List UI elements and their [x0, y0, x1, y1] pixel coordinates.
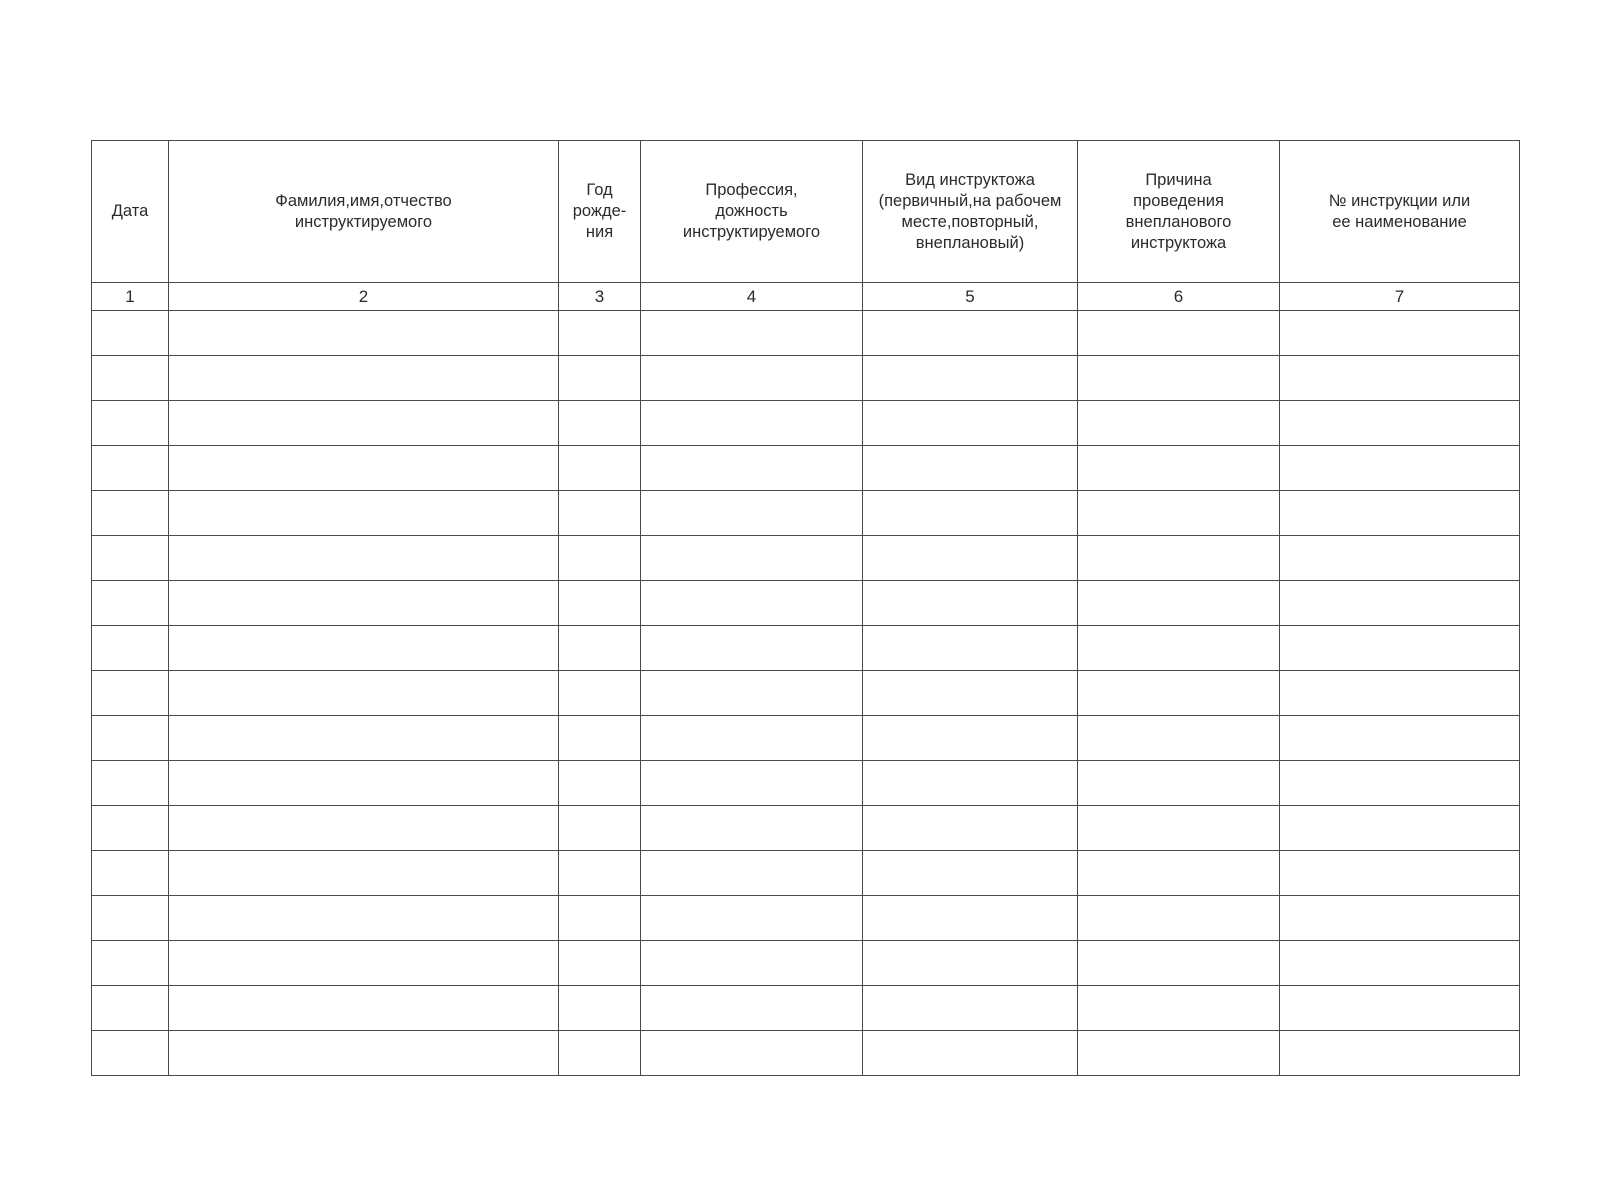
table-row — [92, 896, 1520, 941]
blank-cell — [641, 716, 863, 761]
header-profession: Профессия, дожность инструктируемого — [641, 141, 863, 283]
blank-cell — [92, 536, 169, 581]
blank-cell — [559, 941, 641, 986]
blank-cell — [559, 311, 641, 356]
blank-cell — [169, 311, 559, 356]
blank-cell — [863, 491, 1078, 536]
blank-cell — [1078, 851, 1280, 896]
blank-cell — [559, 491, 641, 536]
blank-cell — [1280, 356, 1520, 401]
blank-cell — [169, 446, 559, 491]
blank-cell — [92, 491, 169, 536]
blank-cell — [169, 716, 559, 761]
blank-cell — [92, 761, 169, 806]
blank-cell — [92, 851, 169, 896]
column-number: 6 — [1078, 283, 1280, 311]
table-row — [92, 671, 1520, 716]
table-row — [92, 401, 1520, 446]
column-number: 3 — [559, 283, 641, 311]
blank-cell — [559, 626, 641, 671]
header-row — [92, 141, 1520, 283]
blank-cell — [559, 761, 641, 806]
blank-cell — [169, 401, 559, 446]
blank-cell — [863, 356, 1078, 401]
blank-cell — [1078, 311, 1280, 356]
blank-cell — [559, 446, 641, 491]
blank-cell — [1078, 356, 1280, 401]
blank-cell — [1280, 851, 1520, 896]
blank-cell — [1078, 941, 1280, 986]
blank-cell — [169, 851, 559, 896]
blank-cell — [559, 716, 641, 761]
column-number: 7 — [1280, 283, 1520, 311]
table-row — [92, 626, 1520, 671]
blank-cell — [92, 401, 169, 446]
blank-cell — [641, 1031, 863, 1076]
blank-cell — [92, 716, 169, 761]
blank-cell — [641, 761, 863, 806]
blank-cell — [1078, 986, 1280, 1031]
blank-cell — [92, 806, 169, 851]
table-row — [92, 491, 1520, 536]
column-number: 5 — [863, 283, 1078, 311]
blank-cell — [559, 986, 641, 1031]
blank-cell — [1078, 446, 1280, 491]
blank-cell — [641, 356, 863, 401]
blank-cell — [863, 1031, 1078, 1076]
blank-cell — [92, 311, 169, 356]
blank-cell — [559, 851, 641, 896]
blank-cell — [559, 581, 641, 626]
table-row — [92, 581, 1520, 626]
blank-cell — [169, 806, 559, 851]
blank-cell — [92, 446, 169, 491]
blank-cell — [169, 896, 559, 941]
blank-cell — [641, 896, 863, 941]
table-row — [92, 986, 1520, 1031]
blank-cell — [559, 896, 641, 941]
blank-cell — [169, 626, 559, 671]
blank-cell — [92, 356, 169, 401]
blank-cell — [92, 941, 169, 986]
blank-cell — [641, 536, 863, 581]
blank-cell — [1280, 311, 1520, 356]
blank-cell — [92, 896, 169, 941]
blank-cell — [1078, 761, 1280, 806]
blank-cell — [559, 671, 641, 716]
column-number-row — [92, 283, 1520, 311]
blank-cell — [863, 806, 1078, 851]
blank-cell — [1280, 401, 1520, 446]
blank-cell — [169, 986, 559, 1031]
blank-cell — [1280, 626, 1520, 671]
table-row — [92, 356, 1520, 401]
blank-cell — [1078, 581, 1280, 626]
blank-cell — [641, 941, 863, 986]
blank-cell — [1280, 806, 1520, 851]
blank-cell — [641, 851, 863, 896]
blank-cell — [1280, 671, 1520, 716]
blank-cell — [1280, 1031, 1520, 1076]
table-row — [92, 806, 1520, 851]
header-date: Дата — [92, 141, 169, 283]
blank-cell — [863, 311, 1078, 356]
blank-cell — [169, 491, 559, 536]
table-row — [92, 761, 1520, 806]
blank-cell — [641, 401, 863, 446]
blank-cell — [1078, 626, 1280, 671]
blank-cell — [863, 851, 1078, 896]
blank-cell — [169, 671, 559, 716]
blank-cell — [1280, 446, 1520, 491]
blank-cell — [641, 626, 863, 671]
blank-cell — [169, 941, 559, 986]
blank-cell — [863, 986, 1078, 1031]
blank-cell — [92, 986, 169, 1031]
column-number: 4 — [641, 283, 863, 311]
table-row — [92, 536, 1520, 581]
table-row — [92, 1031, 1520, 1076]
table-row — [92, 716, 1520, 761]
blank-cell — [1078, 1031, 1280, 1076]
header-instruction-type: Вид инструктожа (первичный,на рабочем месте,повторный, внеплановый) — [863, 141, 1078, 283]
blank-cell — [641, 446, 863, 491]
blank-cell — [641, 311, 863, 356]
blank-cell — [1280, 761, 1520, 806]
blank-cell — [92, 1031, 169, 1076]
table-row — [92, 851, 1520, 896]
blank-cell — [92, 581, 169, 626]
column-number: 2 — [169, 283, 559, 311]
blank-cell — [863, 761, 1078, 806]
blank-cell — [1078, 671, 1280, 716]
blank-cell — [1280, 986, 1520, 1031]
blank-cell — [863, 536, 1078, 581]
blank-cell — [169, 1031, 559, 1076]
header-full-name: Фамилия,имя,отчество инструктируемого — [169, 141, 559, 283]
blank-cell — [92, 671, 169, 716]
header-birth-year: Год рожде- ния — [559, 141, 641, 283]
blank-cell — [863, 581, 1078, 626]
blank-cell — [169, 581, 559, 626]
blank-cell — [559, 356, 641, 401]
blank-cell — [863, 716, 1078, 761]
blank-cell — [1078, 491, 1280, 536]
blank-cell — [863, 671, 1078, 716]
blank-cell — [863, 401, 1078, 446]
header-instruction-number: № инструкции или ее наименование — [1280, 141, 1520, 283]
blank-cell — [641, 986, 863, 1031]
blank-cell — [863, 626, 1078, 671]
blank-cell — [1280, 896, 1520, 941]
table-row — [92, 941, 1520, 986]
blank-cell — [1280, 716, 1520, 761]
blank-cell — [1078, 716, 1280, 761]
blank-cell — [169, 536, 559, 581]
blank-cell — [1078, 536, 1280, 581]
instruction-journal-table — [91, 140, 1520, 1076]
blank-cell — [1078, 806, 1280, 851]
header-unplanned-reason: Причина проведения внепланового инструктожа — [1078, 141, 1280, 283]
column-number: 1 — [92, 283, 169, 311]
blank-cell — [863, 941, 1078, 986]
blank-cell — [559, 401, 641, 446]
blank-cell — [641, 671, 863, 716]
blank-cell — [1280, 581, 1520, 626]
table-row — [92, 446, 1520, 491]
blank-cell — [1078, 401, 1280, 446]
blank-cell — [641, 581, 863, 626]
blank-cell — [863, 446, 1078, 491]
table-row — [92, 311, 1520, 356]
blank-cell — [863, 896, 1078, 941]
blank-cell — [559, 536, 641, 581]
blank-cell — [559, 1031, 641, 1076]
blank-cell — [1078, 896, 1280, 941]
blank-rows — [92, 311, 1520, 1076]
blank-cell — [1280, 536, 1520, 581]
blank-cell — [641, 806, 863, 851]
blank-cell — [92, 626, 169, 671]
blank-cell — [641, 491, 863, 536]
blank-cell — [559, 806, 641, 851]
blank-cell — [169, 356, 559, 401]
blank-cell — [1280, 491, 1520, 536]
blank-cell — [1280, 941, 1520, 986]
blank-cell — [169, 761, 559, 806]
